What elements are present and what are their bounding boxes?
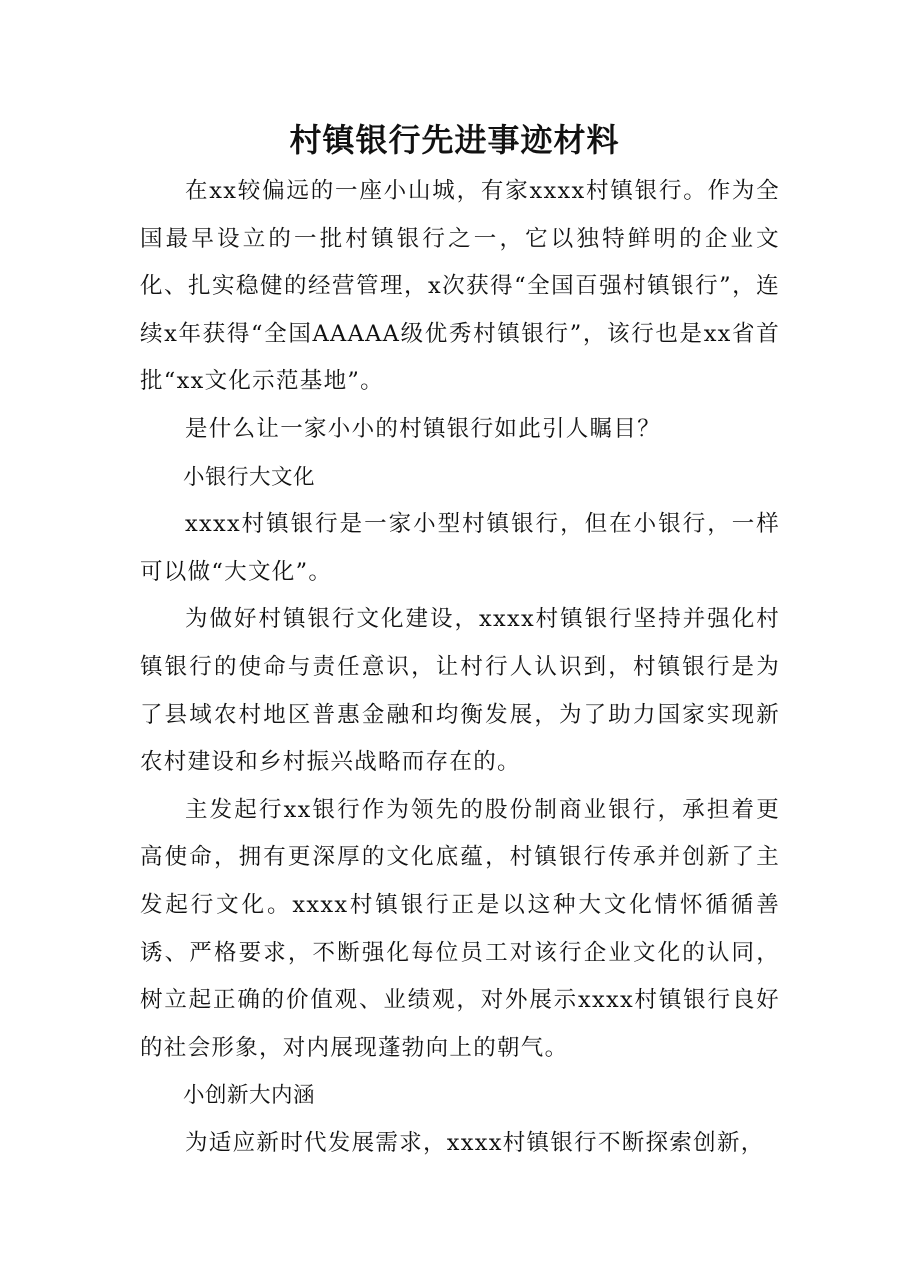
section-heading-culture: 小银行大文化 [183, 464, 316, 490]
paragraph-question: 是什么让一家小小的村镇银行如此引人瞩目？ [185, 415, 662, 442]
document-body [140, 168, 780, 1167]
document-title: 村镇银行先进事迹材料 [289, 121, 620, 159]
paragraph-innovation: 为适应新时代发展需求，xxxx村镇银行不断探索创新， [185, 1129, 765, 1156]
paragraph-parent-bank: 主发起行xx银行作为领先的股份制商业银行，承担着更高使命，拥有更深厚的文化底蕴，村镇银行传承并创新了主发起行文化。xxxx村镇银行正是以这种大文化情怀循循善诱、严格要求，不断强化每位员工对该行企业文化的认同，树立起正确的价值观、业绩观，对外展示xxxx村镇银行良好的社会形象，对内展现蓬勃向上的朝气。 [140, 796, 780, 1061]
paragraph-culture-intro: xxxx村镇银行是一家小型村镇银行，但在小银行，一样可以做“大文化”。 [140, 511, 780, 585]
paragraph-mission: 为做好村镇银行文化建设，xxxx村镇银行坚持并强化村镇银行的使命与责任意识，让村行人认识到，村镇银行是为了县域农村地区普惠金融和均衡发展，为了助力国家实现新农村建设和乡村振兴战略而存在的。 [140, 606, 780, 776]
paragraph-intro: 在xx较偏远的一座小山城，有家xxxx村镇银行。作为全国最早设立的一批村镇银行之一，它以独特鲜明的企业文化、扎实稳健的经营管理，x次获得“全国百强村镇银行”，连续x年获得“全国AAAAA级优秀村镇银行”，该行也是xx省首批“xx文化示范基地”。 [140, 178, 780, 395]
section-heading-innovation: 小创新大内涵 [183, 1083, 316, 1109]
